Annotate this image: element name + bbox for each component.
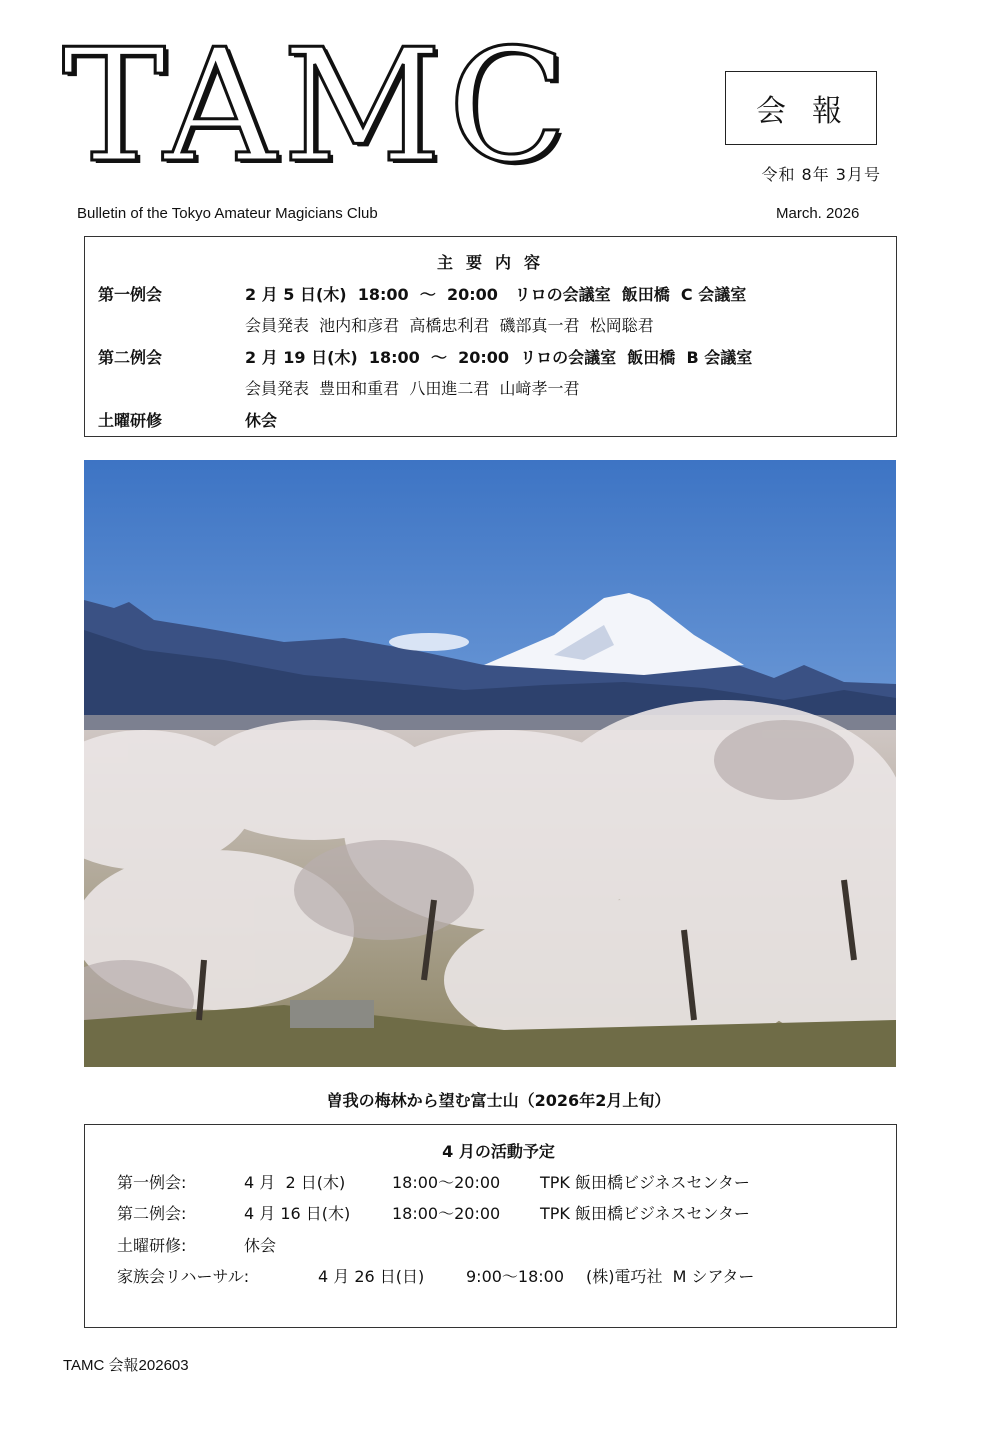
schedule-label: 土曜研修: (117, 1236, 187, 1255)
schedule-date: 4 月 2 日(木) (244, 1173, 346, 1192)
schedule-time: 18:00～20:00 (392, 1204, 501, 1223)
schedule-label: 第二例会: (117, 1204, 187, 1223)
photo-caption: 曽我の梅林から望む富士山（2026年2月上旬） (326, 1091, 671, 1110)
contents-row-label: 第二例会 (98, 348, 163, 367)
schedule-date: 4 月 16 日(木) (244, 1204, 351, 1223)
schedule-date: 休会 (244, 1236, 277, 1255)
contents-row-label: 第一例会 (98, 285, 163, 304)
schedule-heading: 4 月の活動予定 (442, 1142, 555, 1161)
contents-row-sub: 会員発表 豊田和重君 八田進二君 山﨑孝一君 (245, 379, 580, 398)
contents-heading: 主要内容 (437, 253, 554, 272)
club-logo: TAMC (62, 15, 574, 197)
subtitle: Bulletin of the Tokyo Amateur Magicians Club (77, 205, 378, 222)
contents-row-main: 2 月 5 日(木) 18:00 ～ 20:00 リロの会議室 飯田橋 C 会議室 (245, 285, 747, 304)
schedule-time: 9:00～18:00 (466, 1267, 565, 1286)
schedule-place: TPK 飯田橋ビジネスセンター (540, 1204, 750, 1223)
schedule-place: (株)電巧社 M シアター (586, 1267, 755, 1286)
contents-row-label: 土曜研修 (98, 411, 163, 430)
fuji-plum-photo (84, 460, 896, 1067)
schedule-label: 家族会リハーサル: (117, 1267, 250, 1286)
schedule-label: 第一例会: (117, 1173, 187, 1192)
footer-label: TAMC 会報202603 (63, 1357, 189, 1374)
schedule-date: 4 月 26 日(日) (318, 1267, 425, 1286)
schedule-time: 18:00～20:00 (392, 1173, 501, 1192)
issue-month: March. 2026 (776, 205, 860, 222)
contents-row-main: 休会 (245, 411, 278, 430)
issue-label: 令和 8年 3月号 (761, 165, 881, 184)
bulletin-badge: 会報 (725, 71, 877, 145)
contents-row-main: 2 月 19 日(木) 18:00 ～ 20:00 リロの会議室 飯田橋 B 会議室 (245, 348, 753, 367)
contents-row-sub: 会員発表 池内和彦君 高橋忠利君 磯部真一君 松岡聡君 (245, 316, 654, 335)
schedule-place: TPK 飯田橋ビジネスセンター (540, 1173, 750, 1192)
